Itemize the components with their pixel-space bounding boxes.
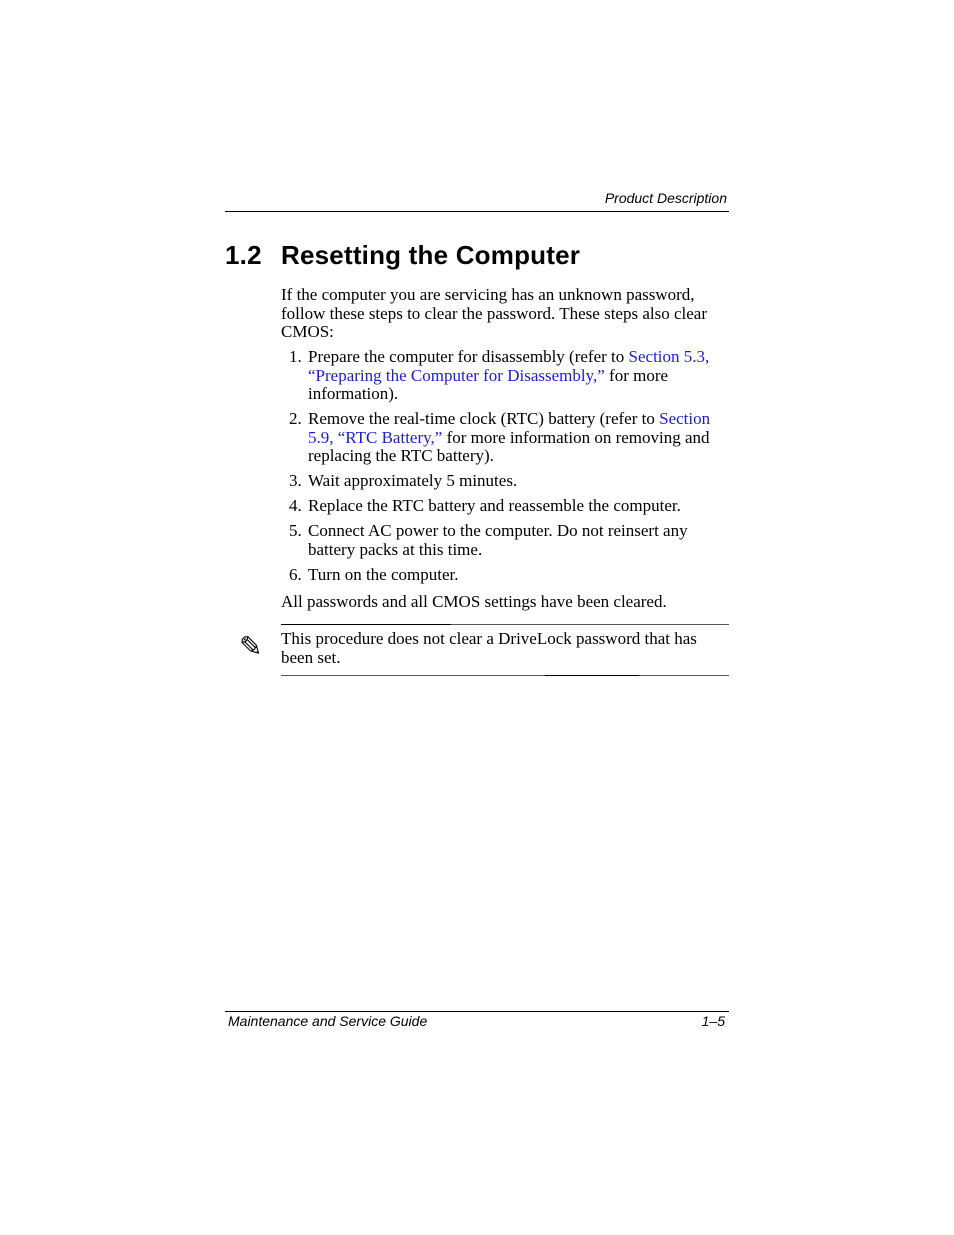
header-rule — [225, 211, 729, 212]
step-text: Turn on the computer. — [308, 564, 459, 584]
step-number: 3. — [289, 471, 302, 491]
step-number: 2. — [289, 409, 302, 429]
step-text: Wait approximately 5 minutes. — [308, 471, 518, 491]
step-text: for more information). — [308, 365, 669, 404]
steps-list — [286, 348, 726, 591]
step-text: Remove the real-time clock (RTC) battery (refer to — [308, 409, 660, 429]
step-number: 1. — [289, 347, 302, 366]
step-number: 5. — [289, 521, 302, 541]
step-text: Replace the RTC battery and reassemble the computer. — [308, 496, 681, 516]
intro-paragraph: If the computer you are servicing has an unknown password, follow these steps to clear the password. These steps also clear CMOS: — [281, 285, 707, 342]
step-text: Connect AC power to the computer. Do not reinsert any battery packs at this time. — [308, 521, 688, 559]
section-number: 1.2 — [225, 240, 262, 270]
list-item — [286, 472, 726, 491]
footer-guide-title: Maintenance and Service Guide — [228, 1013, 428, 1029]
section-5-9-link[interactable]: Section 5.9, “RTC Battery,” — [308, 409, 711, 447]
step-text: Prepare the computer for disassembly (refer to — [308, 347, 629, 366]
footer-rule — [225, 1011, 729, 1012]
note-top-rule — [281, 624, 729, 625]
pencil-icon: ✎ — [239, 630, 263, 663]
list-item — [286, 497, 726, 516]
list-item — [286, 566, 726, 585]
running-header: Product Description — [604, 190, 727, 206]
note-text: This procedure does not clear a DriveLock password that has been set. — [281, 629, 697, 667]
section-5-3-link[interactable]: Section 5.3, “Preparing the Computer for Disassembly,” — [308, 347, 710, 385]
step-number: 6. — [289, 564, 302, 584]
closing-paragraph: All passwords and all CMOS settings have been cleared. — [281, 592, 667, 611]
section-title: Resetting the Computer — [281, 240, 581, 270]
list-item — [286, 522, 726, 559]
note-bottom-rule — [281, 675, 729, 676]
footer-page-number: 1–5 — [701, 1013, 725, 1029]
step-text: for more information on removing and replacing the RTC battery). — [308, 427, 710, 466]
step-number: 4. — [289, 496, 302, 516]
section-heading — [225, 240, 580, 271]
list-item — [286, 410, 726, 466]
list-item — [286, 348, 726, 404]
